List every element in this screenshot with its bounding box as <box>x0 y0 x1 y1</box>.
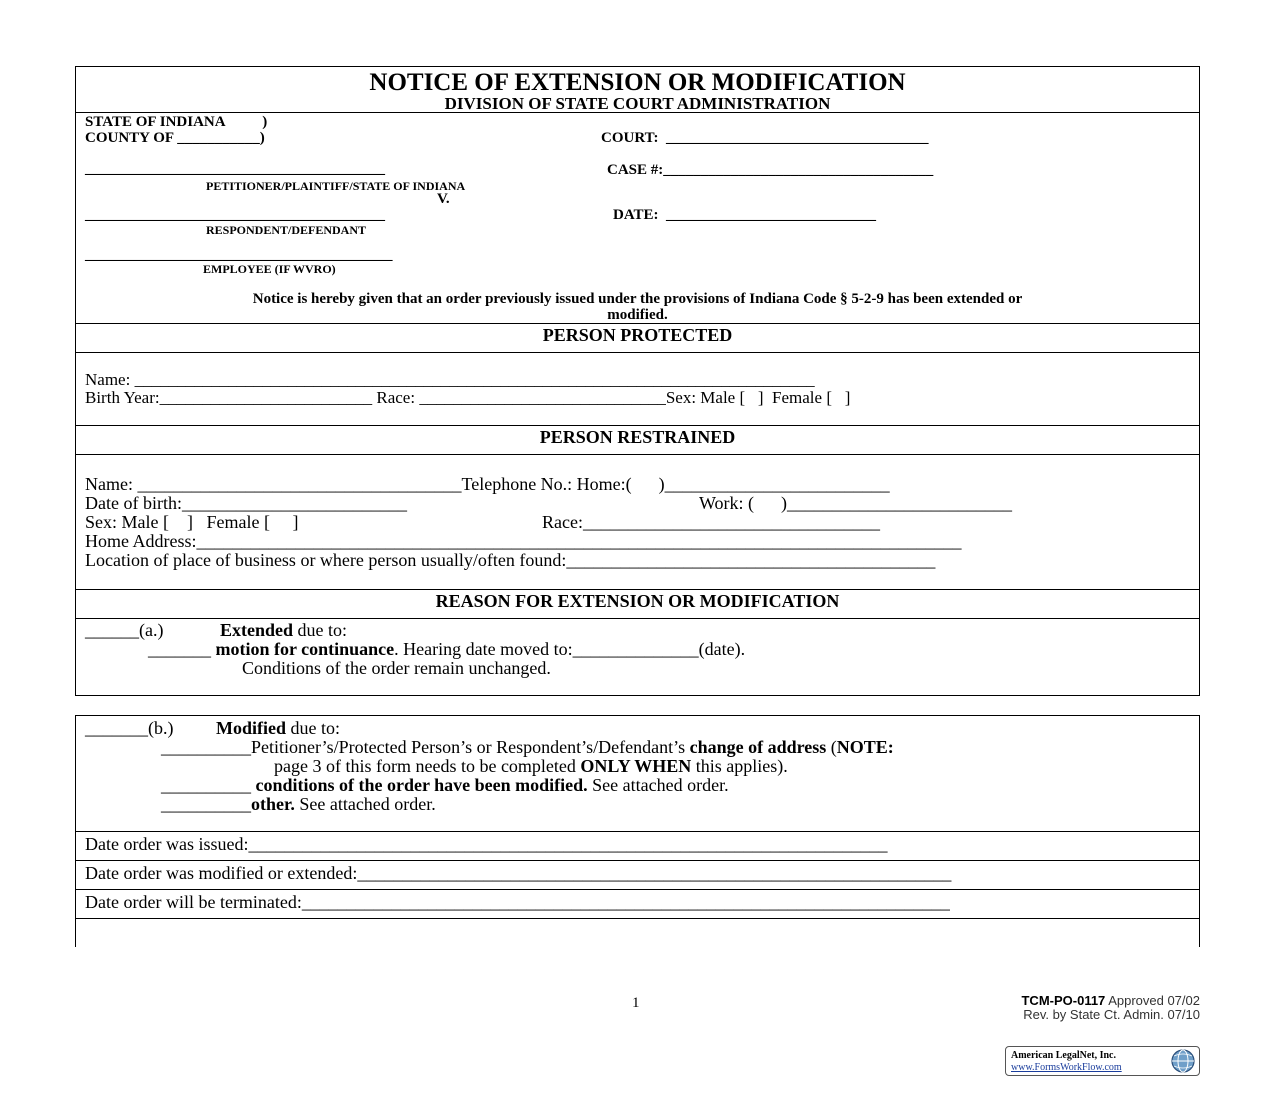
divider <box>76 618 1199 619</box>
other-rest: See attached order. <box>294 794 436 814</box>
divider <box>76 425 1199 426</box>
note-text-b: this applies). <box>691 756 788 776</box>
divider <box>76 589 1199 590</box>
divider <box>76 323 1199 324</box>
logo-company-name: American LegalNet, Inc. <box>1011 1050 1116 1061</box>
modified-label <box>216 719 340 737</box>
reason-heading: REASON FOR EXTENSION OR MODIFICATION <box>435 591 840 611</box>
logo-url[interactable]: www.FormsWorkFlow.com <box>1011 1062 1122 1073</box>
divider <box>76 112 1199 113</box>
versus-label: V. <box>437 191 450 207</box>
notice-text-line-2: modified. <box>607 307 668 323</box>
page-number: 1 <box>632 995 640 1011</box>
form-section-main <box>75 66 1200 696</box>
form-code: TCM-PO-0117 <box>1021 993 1106 1008</box>
continuance-rest[interactable]: . Hearing date moved to:______________(date). <box>394 639 746 659</box>
restrained-dob-field[interactable]: Date of birth:_________________________ <box>85 493 407 513</box>
change-of-address-option[interactable] <box>161 738 894 756</box>
continuance-blank[interactable]: _______ <box>148 639 216 659</box>
respondent-label: RESPONDENT/DEFENDANT <box>206 223 367 237</box>
petitioner-field[interactable]: ________________________________________ <box>85 161 385 177</box>
date-modified-field[interactable]: Date order was modified or extended:__________________________________________________________________ <box>85 863 952 883</box>
divider <box>76 889 1199 890</box>
date-terminated-field[interactable]: Date order will be terminated:________________________________________________________________________ <box>85 892 950 912</box>
divider <box>76 860 1199 861</box>
date-field[interactable]: DATE: ____________________________ <box>613 207 877 223</box>
other-option[interactable] <box>161 795 436 813</box>
form-title: NOTICE OF EXTENSION OR MODIFICATION <box>369 69 906 96</box>
approved-text: Approved 07/02 <box>1105 993 1200 1008</box>
continuance-note: Conditions of the order remain unchanged. <box>242 658 551 678</box>
respondent-field[interactable]: ________________________________________ <box>85 207 385 223</box>
modified-blank[interactable]: _______(b.) <box>85 718 174 738</box>
note-text-a: page 3 of this form needs to be completed <box>274 756 581 776</box>
note-label: NOTE: <box>836 737 894 757</box>
protected-birth-race-sex-fields[interactable]: Birth Year:_________________________ Race: _____________________________Sex: Male [ ] Female [ ] <box>85 388 851 407</box>
modified-option[interactable] <box>85 718 340 738</box>
conditions-bold: conditions of the order have been modified. <box>255 775 588 795</box>
conditions-rest: See attached order. <box>587 775 729 795</box>
protected-name-field[interactable]: Name: ________________________________________________________________________________ <box>85 370 815 389</box>
other-bold: other. <box>251 794 295 814</box>
employee-label: EMPLOYEE (IF WVRO) <box>203 262 336 276</box>
notice-text-line-1: Notice is hereby given that an order previously issued under the provisions of Indiana Code § 5-2-9 has been extended or <box>252 291 1023 307</box>
petitioner-label: PETITIONER/PLAINTIFF/STATE OF INDIANA <box>206 179 466 193</box>
paren-open: ( <box>826 737 837 757</box>
conditions-blank[interactable]: __________ <box>161 775 256 795</box>
continuance-option[interactable] <box>148 640 745 658</box>
restrained-race-field[interactable]: Race:_________________________________ <box>542 512 880 532</box>
change-of-address-note <box>274 757 788 775</box>
employee-field[interactable]: _________________________________________ <box>85 247 393 263</box>
publisher-logo[interactable] <box>1005 1046 1200 1076</box>
state-label: STATE OF INDIANA ) <box>85 114 268 130</box>
continuance-bold: motion for continuance <box>215 639 395 659</box>
extended-blank[interactable]: ______(a.) <box>85 620 164 640</box>
form-subtitle: DIVISION OF STATE COURT ADMINISTRATION <box>444 94 831 113</box>
person-restrained-heading: PERSON RESTRAINED <box>539 427 736 447</box>
court-field[interactable]: COURT: ___________________________________ <box>601 130 929 146</box>
extended-option[interactable] <box>85 620 348 640</box>
divider <box>76 352 1199 353</box>
restrained-sex-field[interactable]: Sex: Male [ ] Female [ ] <box>85 512 299 532</box>
divider <box>76 454 1199 455</box>
county-field[interactable]: COUNTY OF ___________) <box>85 130 265 146</box>
form-section-modified <box>75 715 1200 947</box>
only-when-bold: ONLY WHEN <box>580 756 692 776</box>
restrained-location-field[interactable]: Location of place of business or where person usually/often found:_________________________________________ <box>85 550 936 570</box>
extended-label <box>220 621 347 639</box>
restrained-work-phone-field[interactable]: Work: ( )_________________________ <box>699 493 1013 513</box>
extended-rest: due to: <box>293 620 348 640</box>
case-number-field[interactable]: CASE #:____________________________________ <box>607 162 934 178</box>
extended-bold: Extended <box>220 620 294 640</box>
restrained-name-phone-field[interactable]: Name: ____________________________________Telephone No.: Home:( )_________________________ <box>85 474 890 494</box>
modified-bold: Modified <box>216 718 286 738</box>
form-code-line <box>1021 994 1200 1007</box>
modified-rest: due to: <box>286 718 340 738</box>
change-of-address-bold: change of address <box>689 737 827 757</box>
globe-icon <box>1170 1048 1196 1074</box>
revision-text: Rev. by State Ct. Admin. 07/10 <box>1023 1007 1200 1022</box>
person-protected-heading: PERSON PROTECTED <box>542 325 733 345</box>
divider <box>76 918 1199 919</box>
conditions-modified-option[interactable] <box>161 776 729 794</box>
date-issued-field[interactable]: Date order was issued:_______________________________________________________________________ <box>85 834 888 854</box>
restrained-home-address-field[interactable]: Home Address:_____________________________________________________________________________________ <box>85 531 962 551</box>
other-blank[interactable]: __________ <box>161 794 251 814</box>
change-of-address-text[interactable]: __________Petitioner’s/Protected Person’s or Respondent’s/Defendant’s <box>161 737 690 757</box>
divider <box>76 831 1199 832</box>
